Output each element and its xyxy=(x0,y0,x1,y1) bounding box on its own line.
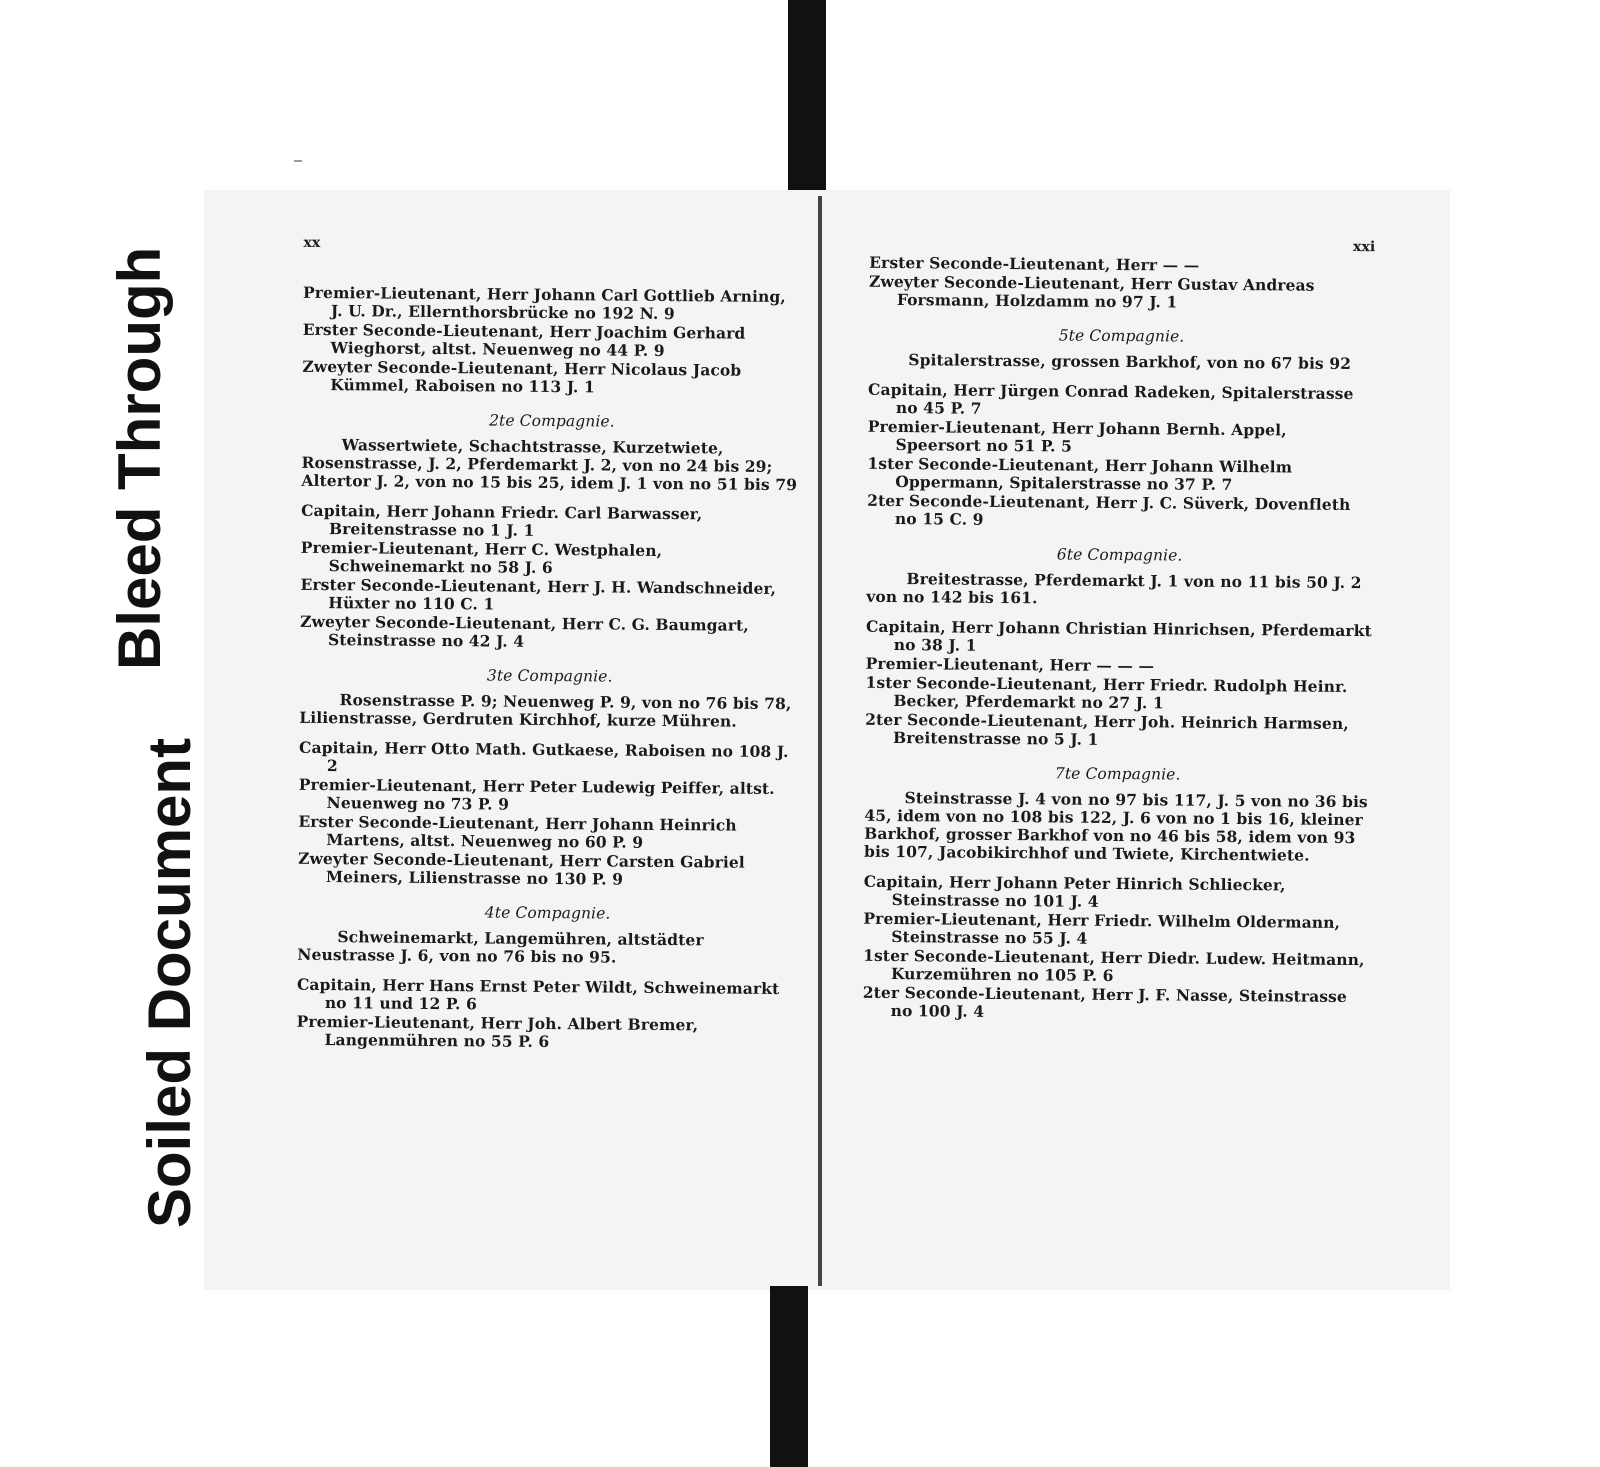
bleed-through-label: Bleed Through xyxy=(106,246,173,670)
officer-entry: 2ter Seconde-Lieutenant, Herr J. F. Nasse, Steinstrasse no 100 J. 4 xyxy=(862,982,1347,1021)
officer-entry: Zweyter Seconde-Lieutenant, Herr Nicolaus Jacob Kümmel, Raboisen no 113 J. 1 xyxy=(302,356,742,397)
page-number-right: xxi xyxy=(1352,239,1376,256)
scan-mark xyxy=(294,160,302,162)
left-page-body xyxy=(296,284,803,1053)
officer-entry: Zweyter Seconde-Lieutenant, Herr Gustav Andreas Forsmann, Holzdamm no 97 J. 1 xyxy=(868,271,1315,312)
street-list: Schweinemarkt, Langemühren, altstädter Neustrasse J. 6, von no 76 bis no 95. xyxy=(297,927,704,967)
officer-entry: Premier-Lieutenant, Herr Peter Ludewig Peiffer, altst. Neuenweg no 73 P. 9 xyxy=(298,774,775,814)
company-heading: 4te Compagnie. xyxy=(484,903,611,923)
page-gutter xyxy=(818,196,822,1286)
officer-entry: Premier-Lieutenant, Herr Johann Bernh. Appel, Speersort no 51 P. 5 xyxy=(867,416,1287,456)
company-heading: 3te Compagnie. xyxy=(486,666,613,686)
street-list: Breitestrasse, Pferdemarkt J. 1 von no 11 bis 50 J. 2 von no 142 bis 161. xyxy=(866,569,1362,608)
officer-entry: 2ter Seconde-Lieutenant, Herr Joh. Heinrich Harmsen, Breitenstrasse no 5 J. 1 xyxy=(865,709,1349,749)
officer-entry: Premier-Lieutenant, Herr — — — xyxy=(865,653,1155,676)
officer-entry: Capitain, Herr Johann Peter Hinrich Schliecker, Steinstrasse no 101 J. 4 xyxy=(863,871,1286,911)
soiled-document-label: Soiled Document xyxy=(136,737,203,1228)
company-heading: 6te Compagnie. xyxy=(1056,545,1183,565)
officer-entry: Zweyter Seconde-Lieutenant, Herr C. G. Baumgart, Steinstrasse no 42 J. 4 xyxy=(300,611,749,651)
company-heading: 5te Compagnie. xyxy=(1058,326,1185,346)
officer-entry: Premier-Lieutenant, Herr Joh. Albert Bremer, Langenmühren no 55 P. 6 xyxy=(296,1011,699,1052)
officer-entry: Capitain, Herr Otto Math. Gutkaese, Raboisen no 108 J. 2 xyxy=(299,737,789,776)
right-page xyxy=(863,234,1376,1025)
officer-entry: 1ster Seconde-Lieutenant, Herr Diedr. Ludew. Heitmann, Kurzemühren no 105 P. 6 xyxy=(863,945,1365,985)
street-list: Rosenstrasse P. 9; Neuenweg P. 9, von no 76 bis 78, Lilienstrasse, Gerdruten Kirchhof, kurze Mühren. xyxy=(299,690,792,731)
page-number-left: xx xyxy=(303,234,321,251)
binding-bar-bottom xyxy=(770,1286,808,1467)
company-heading: 7te Compagnie. xyxy=(1054,764,1181,784)
street-list: Steinstrasse J. 4 von no 97 bis 117, J. 5 von no 36 bis 45, idem von no 108 bis 122, J. 6 von no 1 bis 16, kleiner Barkhof, grosser Barkhof von no 46 bis 58, idem von 93 bis 107, Jacobikirchhof und Twiete, Kirchentwiete. xyxy=(863,788,1368,865)
street-list: Wassertwiete, Schachtstrasse, Kurzetwiete, Rosenstrasse, J. 2, Pferdemarkt J. 2, von no 24 bis 29; Altertor J. 2, von no 15 bis 25, idem J. 1 von no 51 bis 79 xyxy=(301,435,798,495)
officer-entry: Premier-Lieutenant, Herr Johann Carl Gottlieb Arning, J. U. Dr., Ellernthorsbrücke no 192 N. 9 xyxy=(302,282,786,324)
company-heading: 2te Compagnie. xyxy=(489,411,615,431)
left-page xyxy=(296,234,803,1054)
officer-entry: Capitain, Herr Johann Friedr. Carl Barwasser, Breitenstrasse no 1 J. 1 xyxy=(301,500,703,540)
officer-entry: Erster Seconde-Lieutenant, Herr Johann Heinrich Martens, altst. Neuenweg no 60 P. 9 xyxy=(298,811,737,852)
officer-entry: 1ster Seconde-Lieutenant, Herr Johann Wilhelm Oppermann, Spitalerstrasse no 37 P. 7 xyxy=(867,453,1293,494)
officer-entry: 2ter Seconde-Lieutenant, Herr J. C. Süverk, Dovenfleth no 15 C. 9 xyxy=(867,490,1351,529)
binding-bar-top xyxy=(788,0,826,190)
officer-entry: 1ster Seconde-Lieutenant, Herr Friedr. Rudolph Heinr. Becker, Pferdemarkt no 27 J. 1 xyxy=(865,672,1348,713)
officer-entry: Premier-Lieutenant, Herr C. Westphalen, Schweinemarkt no 58 J. 6 xyxy=(300,537,663,578)
officer-entry: Capitain, Herr Jürgen Conrad Radeken, Spitalerstrasse no 45 P. 7 xyxy=(868,379,1354,418)
officer-entry: Erster Seconde-Lieutenant, Herr — — xyxy=(869,252,1200,275)
officer-entry: Erster Seconde-Lieutenant, Herr Joachim Gerhard Wieghorst, altst. Neuenweg no 44 P. 9 xyxy=(302,319,746,360)
right-page-body xyxy=(863,254,1376,1024)
officer-entry: Capitain, Herr Johann Christian Hinrichsen, Pferdemarkt no 38 J. 1 xyxy=(865,616,1372,655)
officer-entry: Zweyter Seconde-Lieutenant, Herr Carsten Gabriel Meiners, Lilienstrasse no 130 P. 9 xyxy=(298,848,745,889)
officer-entry: Premier-Lieutenant, Herr Friedr. Wilhelm Oldermann, Steinstrasse no 55 J. 4 xyxy=(863,908,1341,948)
officer-entry: Erster Seconde-Lieutenant, Herr J. H. Wandschneider, Hüxter no 110 C. 1 xyxy=(300,574,777,614)
street-list: Spitalerstrasse, grossen Barkhof, von no 67 bis 92 xyxy=(908,350,1352,374)
officer-entry: Capitain, Herr Hans Ernst Peter Wildt, Schweinemarkt no 11 und 12 P. 6 xyxy=(296,974,780,1014)
